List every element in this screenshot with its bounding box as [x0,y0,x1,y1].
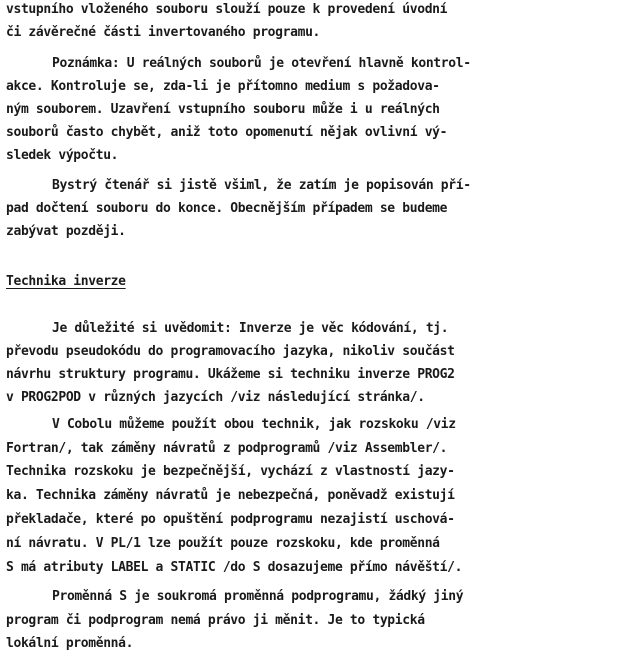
text-line: souborů často chybět, aniž toto opomenutí nějak ovlivní vý- [6,125,448,140]
text-line: převodu pseudokódu do programovacího jazyka, nikoliv součást [6,344,455,359]
reader-paragraph-first-line: Bystrý čtenář si jistě všiml, že zatím je popisován pří- [52,178,471,193]
text-line: ní návratu. V PL/1 lze použít pouze rozskoku, kde proměnná [6,536,440,551]
text-line: překladače, které po opuštění podprogramu nezajistí uschová- [6,512,455,527]
text-line: či závěrečné části invertovaného programu. [6,25,321,40]
text-line: ka. Technika záměny návratů je nebezpečná, poněvadž existují [6,488,455,503]
text-line: ným souborem. Uzavření vstupního souboru může i u reálných [6,102,440,117]
text-line: pad dočtení souboru do konce. Obecnějším případem se budeme [6,201,448,216]
text-line: návrhu struktury programu. Ukážeme si techniku inverze PROG2 [6,367,455,382]
text-line: Technika rozskoku je bezpečnější, vychází z vlastností jazy- [6,464,455,479]
important-paragraph-first-line: Je důležité si uvědomit: Inverze je věc kódování, tj. [52,321,449,336]
text-line: akce. Kontroluje se, zda-li je přítomno medium s požadova- [6,79,440,94]
text-line: Fortran/, tak záměny návratů z podprogramů /viz Assembler/. [6,441,448,456]
text-line: program či podprogram nemá právo ji měnit. Je to typická [6,613,425,628]
text-line: vstupního vloženého souboru slouží pouze k provedení úvodní [6,2,448,17]
note-paragraph-first-line: Poznámka: U reálných souborů je otevření hlavně kontrol- [52,56,471,71]
cobol-paragraph-first-line: V Cobolu můžeme použít obou technik, jak rozskoku /viz [52,417,456,432]
text-line: v PROG2POD v různých jazycích /viz následující stránka/. [6,390,425,405]
text-line: zabývat později. [6,224,126,239]
text-line: sledek výpočtu. [6,148,119,163]
text-line: lokální proměnná. [6,636,134,651]
text-line: S má atributy LABEL a STATIC /do S dosazujeme přímo návěští/. [6,560,463,575]
variable-paragraph-first-line: Proměnná S je soukromá proměnná podprogramu, žádký jiný [52,589,464,604]
section-heading: Technika inverze [6,274,126,289]
